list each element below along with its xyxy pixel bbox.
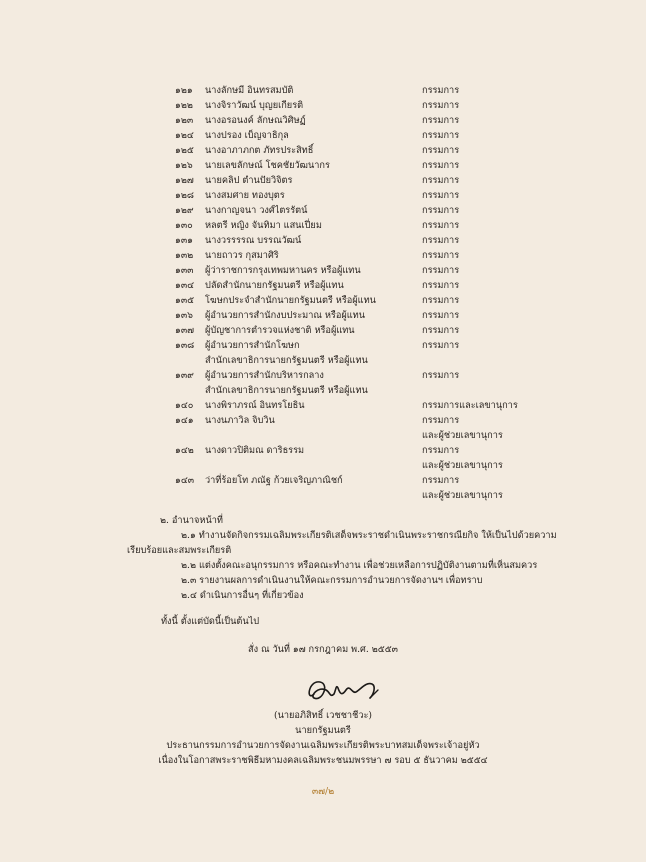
member-role: กรรมการ (422, 220, 460, 231)
member-name: ผู้อำนวยการสำนักบริหารกลาง (205, 370, 324, 381)
member-name: ว่าที่ร้อยโท ภณัฐ ก้วยเจริญภาณิชก์ (205, 475, 343, 486)
member-number: ๑๓๓ (175, 265, 194, 276)
member-number: ๑๓๗ (175, 325, 195, 336)
signer-title: นายกรัฐมนตรี (295, 725, 351, 736)
duty-item-1-cont: เรียบร้อยและสมพระเกียรติ (127, 545, 232, 556)
member-role: กรรมการ (422, 85, 460, 96)
member-role: กรรมการ (422, 160, 460, 171)
member-name: นางอาภาภกต ภัทรประสิทธิ์ (205, 145, 314, 156)
member-role: กรรมการ (422, 340, 460, 351)
member-role: กรรมการ (422, 205, 460, 216)
signer-role-line-1: ประธานกรรมการอำนวยการจัดงานเฉลิมพระเกียรติพระบาทสมเด็จพระเจ้าอยู่หัว (166, 740, 480, 751)
member-number: ๑๓๐ (175, 220, 193, 231)
member-name: นายคลิป ตำนปัยวิจิตร (205, 175, 293, 186)
member-role: กรรมการ (422, 115, 460, 126)
duty-item-1: ๒.๑ ทำงานจัดกิจกรรมเฉลิมพระเกียรติเสด็จพระราชดำเนินพระราชกรณียกิจ ให้เป็นไปด้วยความ (181, 530, 557, 541)
member-number: ๑๒๕ (175, 145, 194, 156)
member-name: ผู้ว่าราชการกรุงเทพมหานคร หรือผู้แทน (205, 265, 361, 276)
member-role-cont: และผู้ช่วยเลขานุการ (422, 430, 503, 441)
member-number: ๑๔๐ (175, 400, 194, 411)
member-number: ๑๓๑ (175, 235, 193, 246)
member-number: ๑๓๔ (175, 280, 195, 291)
member-number: ๑๓๖ (175, 310, 193, 321)
member-name: นางจิราวัฒน์ บุญยเกียรติ (205, 100, 304, 111)
member-name: โฆษกประจำสำนักนายกรัฐมนตรี หรือผู้แทน (205, 295, 376, 306)
member-name: นายถาวร กุสมาศิริ (205, 250, 279, 261)
member-name: นางปรอง เบ็ญจาธิกุล (205, 130, 289, 141)
member-number: ๑๓๘ (175, 340, 195, 351)
member-role: กรรมการ (422, 415, 460, 426)
section-heading: ๒. อำนาจหน้าที่ (160, 515, 223, 526)
member-name: นางกาญจนา วงศ์ไตรรัตน์ (205, 205, 308, 216)
signer-name: (นายอภิสิทธิ์ เวชชาชีวะ) (273, 710, 373, 721)
member-name: นางวรรรรณ บรรณวัฒน์ (205, 235, 302, 246)
member-role: กรรมการ (422, 280, 460, 291)
member-name: นายเลขลักษณ์ โชคชัยวัฒนากร (205, 160, 330, 171)
member-name: นางสมศาย ทองบุตร (205, 190, 285, 201)
member-name: ปลัดสำนักนายกรัฐมนตรี หรือผู้แทน (205, 280, 344, 291)
member-name: นางลักษมี อินทรสมบัติ (205, 85, 294, 96)
member-role: กรรมการ (422, 325, 460, 336)
member-role: กรรมการและเลขานุการ (422, 400, 518, 411)
closing-text: ทั้งนี้ ตั้งแต่บัดนี้เป็นต้นไป (161, 616, 260, 627)
member-role: กรรมการ (422, 145, 460, 156)
member-number: ๑๓๒ (175, 250, 194, 261)
member-number: ๑๔๓ (175, 475, 195, 486)
member-role: กรรมการ (422, 475, 460, 486)
member-name-cont: สำนักเลขาธิการนายกรัฐมนตรี หรือผู้แทน (205, 385, 368, 396)
member-number: ๑๒๖ (175, 160, 193, 171)
member-name: นางพิราภรณ์ อินทรโยธิน (205, 400, 305, 411)
member-role-cont: และผู้ช่วยเลขานุการ (422, 460, 503, 471)
member-name: หลตรี หญิง จันทิมา แสนเปี่ยม (205, 220, 322, 231)
member-role: กรรมการ (422, 130, 460, 141)
order-date: สั่ง ณ วันที่ ๑๗ กรกฎาคม พ.ศ. ๒๕๕๓ (248, 644, 398, 655)
member-number: ๑๔๑ (175, 415, 194, 426)
member-role: กรรมการ (422, 370, 460, 381)
member-role: กรรมการ (422, 295, 460, 306)
duty-item-4: ๒.๔ ดำเนินการอื่นๆ ที่เกี่ยวข้อง (181, 590, 304, 601)
member-number: ๑๓๙ (175, 370, 194, 381)
member-number: ๑๒๑ (175, 85, 193, 96)
member-role: กรรมการ (422, 310, 460, 321)
member-role: กรรมการ (422, 250, 460, 261)
member-name-cont: สำนักเลขาธิการนายกรัฐมนตรี หรือผู้แทน (205, 355, 368, 366)
member-number: ๑๒๗ (175, 175, 194, 186)
member-number: ๑๒๘ (175, 190, 194, 201)
member-role: กรรมการ (422, 175, 460, 186)
member-number: ๑๒๒ (175, 100, 193, 111)
member-name: นางอรอนงค์ ลักษณวิศิษฏ์ (205, 115, 306, 126)
signer-role-line-2: เนื่องในโอกาสพระราชพิธีมหามงคลเฉลิมพระชนมพรรษา ๗ รอบ ๕ ธันวาคม ๒๕๕๔ (158, 755, 488, 766)
member-number: ๑๔๒ (175, 445, 194, 456)
member-name: ผู้อำนวยการสำนักงบประมาณ หรือผู้แทน (205, 310, 365, 321)
member-name: นางดาวปิติมณ ดาริธรรม (205, 445, 305, 456)
signature-image (300, 672, 385, 708)
member-role: กรรมการ (422, 445, 460, 456)
member-name: ผู้บัญชาการตำรวจแห่งชาติ หรือผู้แทน (205, 325, 355, 336)
member-name: นางนภาวิล จิบวิน (205, 415, 275, 426)
member-role: กรรมการ (422, 235, 460, 246)
member-number: ๑๒๔ (175, 130, 194, 141)
member-role: กรรมการ (422, 100, 460, 111)
member-name: ผู้อำนวยการสำนักโฆษก (205, 340, 300, 351)
member-number: ๑๒๙ (175, 205, 194, 216)
member-role: กรรมการ (422, 265, 460, 276)
page-number: ๓๗/๒ (311, 786, 335, 797)
duty-item-2: ๒.๒ แต่งตั้งคณะอนุกรรมการ หรือคณะทำงาน เพื่อช่วยเหลือการปฏิบัติงานตามที่เห็นสมควร (181, 560, 538, 571)
duty-item-3: ๒.๓ รายงานผลการดำเนินงานให้คณะกรรมการอำนวยการจัดงานฯ เพื่อทราบ (181, 575, 483, 586)
member-role: กรรมการ (422, 190, 460, 201)
member-number: ๑๒๓ (175, 115, 194, 126)
member-number: ๑๓๕ (175, 295, 195, 306)
member-role-cont: และผู้ช่วยเลขานุการ (422, 490, 503, 501)
